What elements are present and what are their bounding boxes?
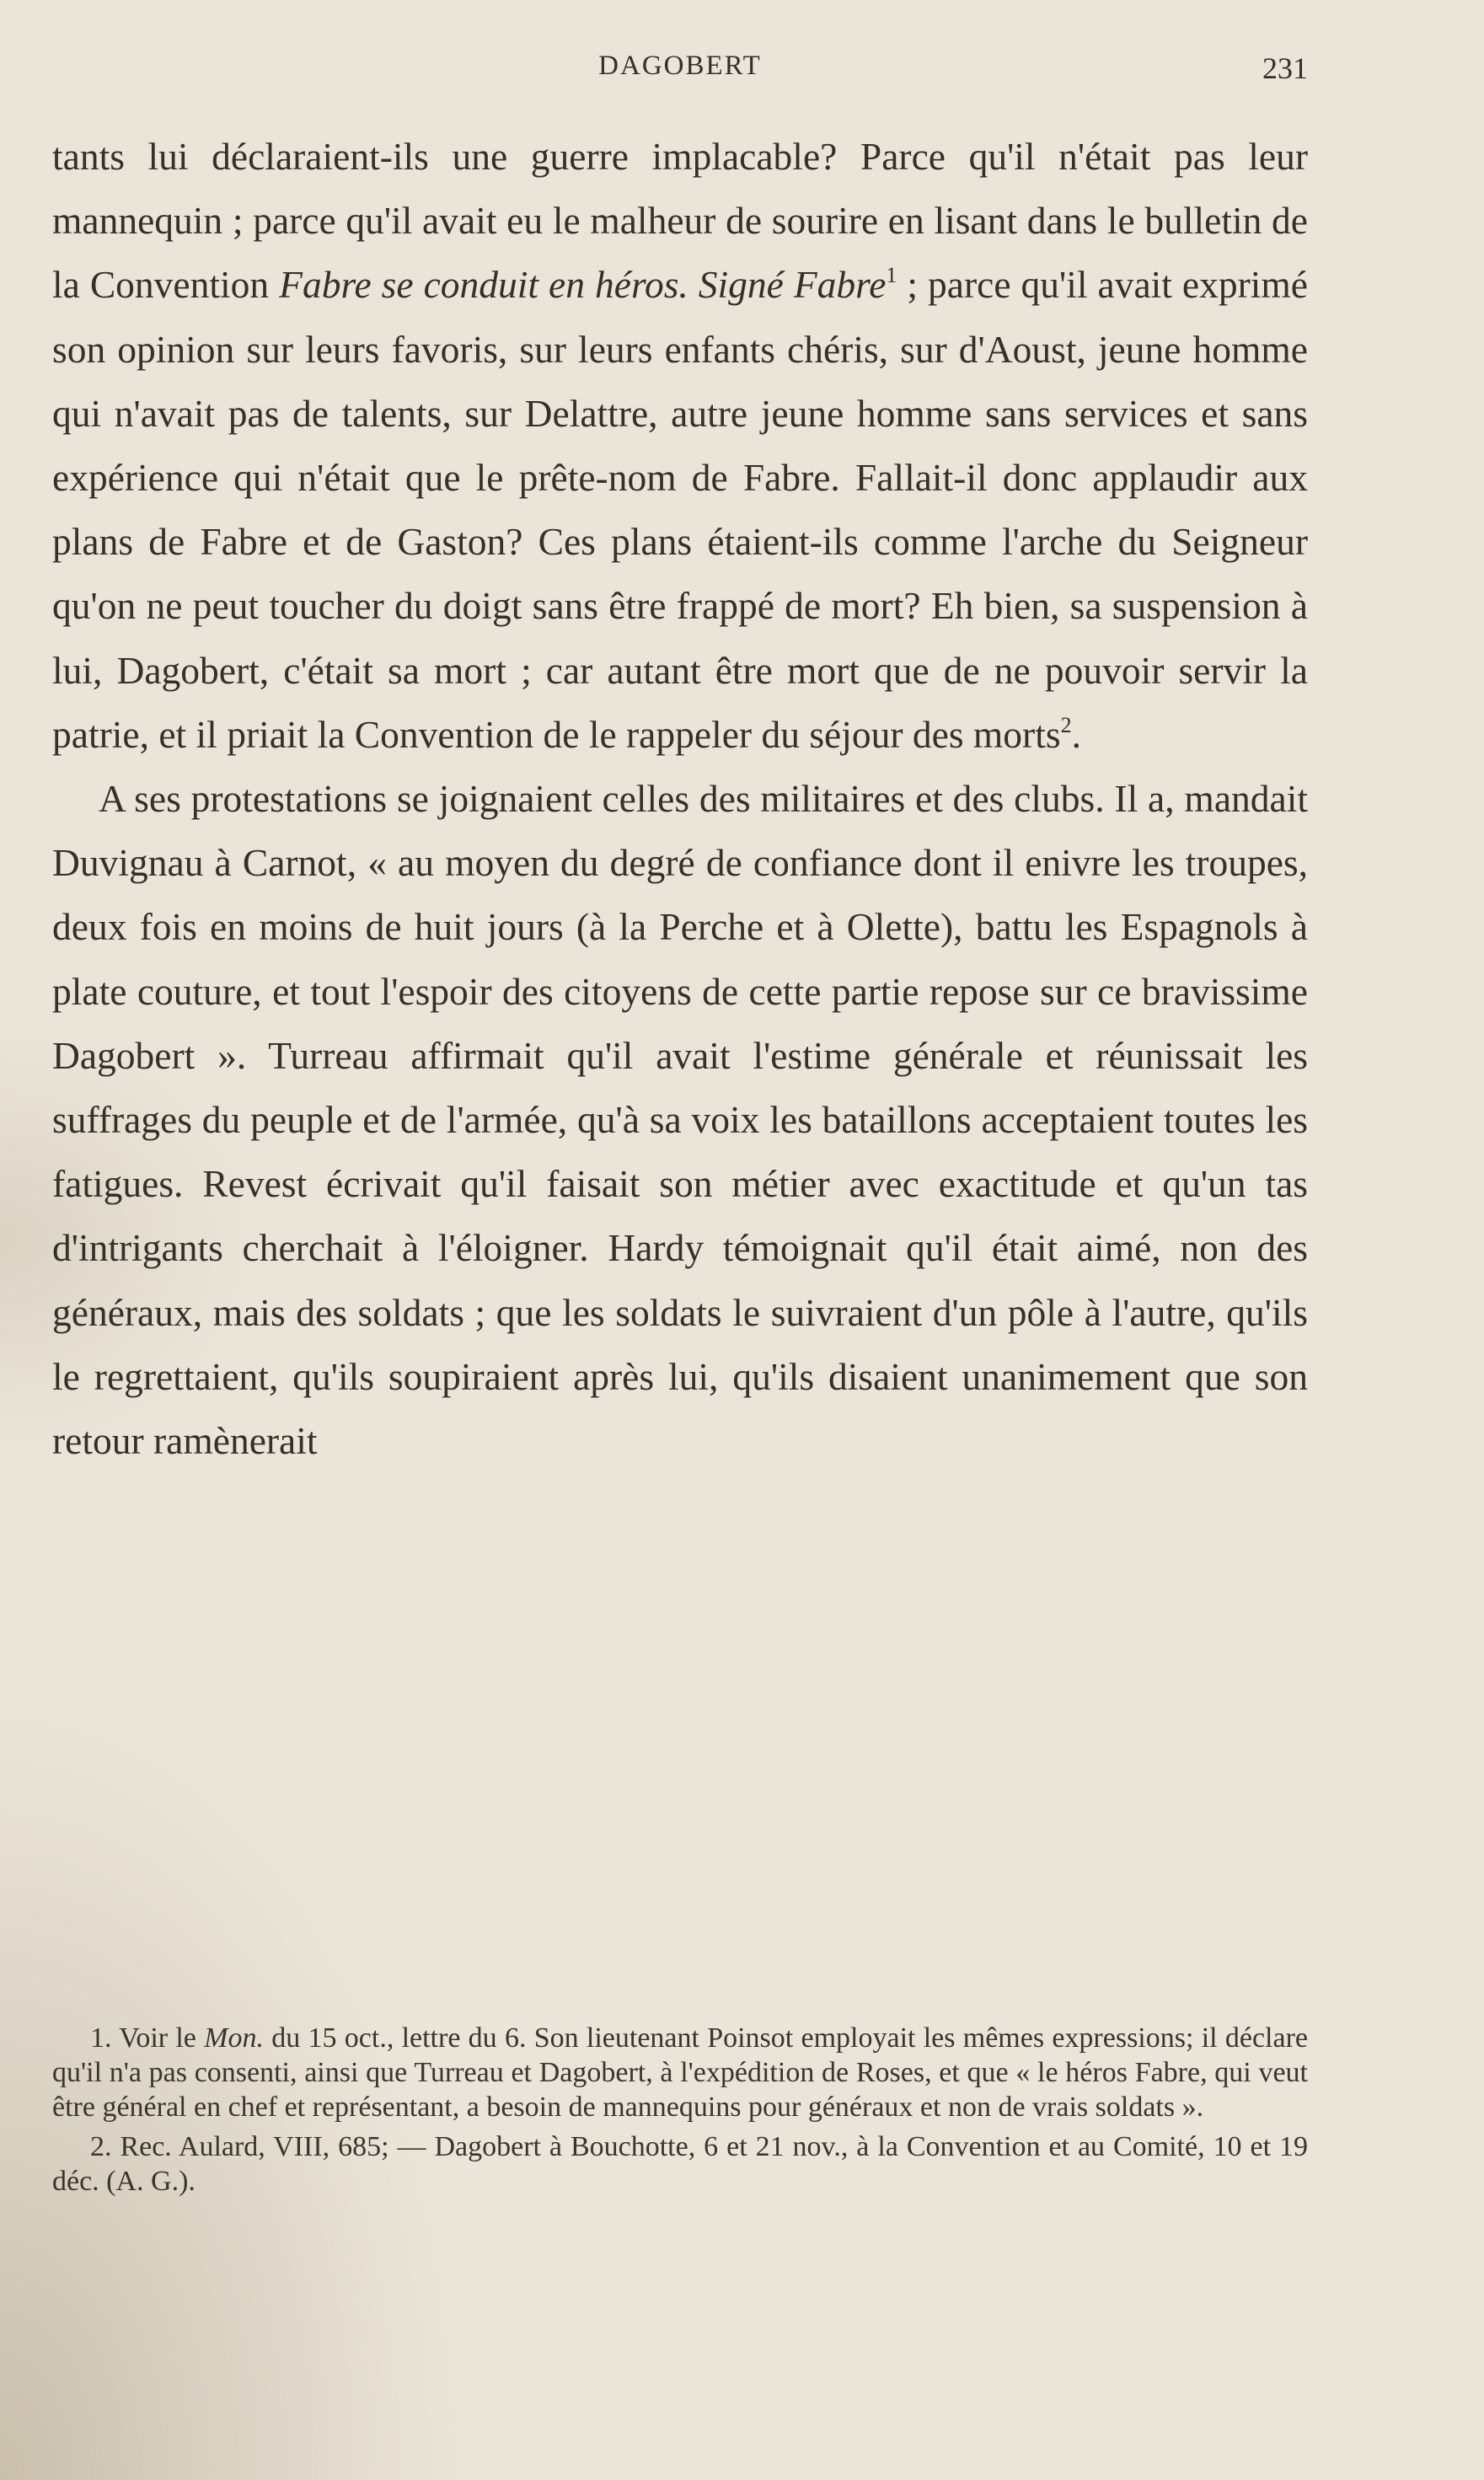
footnote-1-text-a: Voir le (111, 2022, 205, 2054)
footnote-1-text-b: du 15 oct., lettre du 6. Son lieutenant Poinsot employait les mêmes expressions; il déclare qu'il n'a pas consenti, ainsi que Turreau et Dagobert, à l'expédition de Roses, et que « le héros Fabre, qui veut être général en chef et représentant, a besoin de mannequins pour généraux et non de vrais soldats ». (52, 2022, 1308, 2123)
body-text (52, 125, 1308, 1473)
footnote-ref-2: 2 (1060, 712, 1072, 737)
footnote-1-number: 1. (90, 2022, 112, 2054)
paragraph-1 (52, 125, 1308, 767)
paragraph-1-text-a: tants lui déclaraient-ils une guerre implacable? Parce qu'il n'était pas leur mannequin ; parce qu'il avait eu le malheur de sourire en lisant dans le bulletin de la Convention (52, 135, 1308, 307)
footnote-2 (52, 2129, 1308, 2199)
running-head (52, 51, 1308, 84)
running-head-title: DAGOBERT (598, 51, 762, 81)
paragraph-1-text-b: ; parce qu'il avait exprimé son opinion sur leurs favoris, sur leurs enfants chéris, sur d'Aoust, jeune homme qui n'avait pas de talents, sur Delattre, autre jeune homme sans services et sans expérience qui n'était que le prête-nom de Fabre. Fallait-il donc applaudir aux plans de Fabre et de Gaston? Ces plans étaient-ils comme l'arche du Seigneur qu'on ne peut toucher du doigt sans être frappé de mort? Eh bien, sa suspension à lui, Dagobert, c'était sa mort ; car autant être mort que de ne pouvoir servir la patrie, et il priait la Convention de le rappeler du séjour des morts (52, 263, 1308, 756)
footnote-1-italic: Mon. (204, 2022, 264, 2054)
footnote-2-number: 2. (90, 2131, 112, 2162)
paragraph-1-text-c: . (1071, 712, 1081, 756)
page-number: 231 (1262, 51, 1308, 85)
footnote-1 (52, 2021, 1308, 2124)
paragraph-2: A ses protestations se joignaient celles des militaires et des clubs. Il a, mandait Duvignau à Carnot, « au moyen du degré de confiance dont il enivre les troupes, deux fois en moins de huit jours (à la Perche et à Olette), battu les Espagnols à plate couture, et tout l'espoir des citoyens de cette partie repose sur ce bravissime Dagobert ». Turreau affirmait qu'il avait l'estime générale et réunissait les suffrages du peuple et de l'armée, qu'à sa voix les bataillons acceptaient toutes les fatigues. Revest écrivait qu'il faisait son métier avec exactitude et qu'un tas d'intrigants cherchait à l'éloigner. Hardy témoignait qu'il était aimé, non des généraux, mais des soldats ; que les soldats le suivraient d'un pôle à l'autre, qu'ils le regrettaient, qu'ils soupiraient après lui, qu'ils disaient unanimement que son retour ramènerait (52, 777, 1308, 1463)
footnote-ref-1: 1 (886, 263, 897, 288)
footnote-2-text: Rec. Aulard, VIII, 685; — Dagobert à Bouchotte, 6 et 21 nov., à la Convention et au Comité, 10 et 19 déc. (A. G.). (52, 2131, 1308, 2197)
footnotes (52, 2021, 1308, 2199)
paragraph-1-italic-quote: Fabre se conduit en héros. Signé Fabre (279, 263, 887, 307)
